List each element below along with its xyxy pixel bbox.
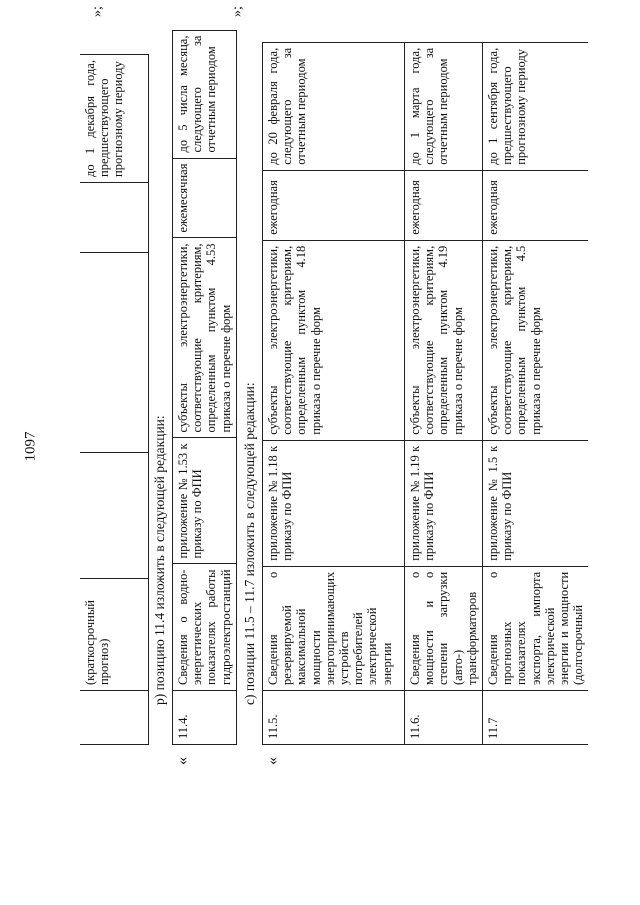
- table-continuation: [80, 54, 149, 745]
- opening-quote-1: «: [174, 757, 191, 765]
- row-11-7-num: 11.7: [483, 691, 589, 745]
- row-11-7-name: Сведения о прогнозных показателях экспорта, импорта электрической энергии и мощности (долгосрочный: [483, 566, 589, 690]
- table-11-4: [172, 30, 237, 745]
- cont-cell-name: (краткосрочный прогноз): [80, 579, 148, 691]
- row-11-6-name: Сведения о мощности и о степени загрузки (авто-) трансформаторов: [405, 566, 483, 690]
- row-11-4-deadline: до 5 числа месяца, следующего за отчетным периодом: [173, 30, 237, 158]
- row-11-7-period: ежегодная: [483, 170, 589, 240]
- rotated-page: [80, 0, 640, 905]
- row-11-7-deadline: до 1 сентября года, предшествующего прогнозному периоду: [483, 42, 589, 170]
- cont-cell-5: [80, 183, 148, 253]
- instruction-s: с) позиции 11.5 – 11.7 изложить в следующей редакции:: [242, 382, 257, 705]
- row-11-5-appendix: приложение № 1.18 к приказу по ФПИ: [263, 440, 405, 566]
- row-11-6-num: 11.6.: [405, 691, 483, 745]
- cont-cell-deadline: до 1 декабря года, предшествующего прогнозному периоду: [80, 55, 148, 183]
- closing-quote-1: »;: [90, 6, 105, 17]
- row-11-5-name: Сведения о резервируемой максимальной мощности энергопринимающих устройств потребителей электрической энергии: [263, 566, 405, 690]
- row-11-4-period: ежемесячная: [173, 158, 237, 238]
- row-11-4-name: Сведения о водно-энергетических показателях работы гидроэлектростанций: [173, 564, 237, 691]
- row-11-7-appendix: приложение № 1.5 к приказу по ФПИ: [483, 440, 589, 566]
- document-content: [80, 0, 640, 905]
- cont-cell-3: [80, 453, 148, 579]
- row-11-6-subjects: субъекты электроэнергетики, соответствующие критериям, определенным пунктом 4.19 приказа о перечне форм: [405, 240, 483, 440]
- row-11-4-num: 11.4.: [173, 691, 237, 745]
- closing-quote-2: »;: [230, 6, 245, 17]
- row-11-5-num: 11.5.: [263, 691, 405, 745]
- cont-cell-1: [80, 691, 148, 745]
- row-11-5-period: ежегодная: [263, 170, 405, 240]
- table-row: [263, 42, 405, 744]
- page-number: 1097: [22, 431, 39, 462]
- table-row: [483, 42, 589, 744]
- cont-cell-4: [80, 253, 148, 453]
- table-11-5-11-7: [262, 42, 588, 745]
- row-11-6-appendix: приложение № 1.19 к приказу по ФПИ: [405, 440, 483, 566]
- row-11-5-deadline: до 20 февраля года, следующего за отчетным периодом: [263, 42, 405, 170]
- opening-quote-2: «: [264, 757, 281, 765]
- table-row: [405, 42, 483, 744]
- row-11-6-deadline: до 1 марта года, следующего за отчетным периодом: [405, 42, 483, 170]
- row-11-7-subjects: субъекты электроэнергетики, соответствующие критериям, определенным пунктом 4.5 приказа о перечне форм: [483, 240, 589, 440]
- row-11-6-period: ежегодная: [405, 170, 483, 240]
- row-11-4-appendix: приложение № 1.53 к приказу по ФПИ: [173, 438, 237, 564]
- row-11-5-subjects: субъекты электроэнергетики, соответствующие критериям, определенным пунктом 4.18 приказа о перечне форм: [263, 240, 405, 440]
- row-11-4-subjects: субъекты электроэнергетики, соответствующие критериям, определенным пунктом 4.53 приказа о перечне форм: [173, 238, 237, 438]
- instruction-r: р) позицию 11.4 изложить в следующей редакции:: [152, 415, 167, 705]
